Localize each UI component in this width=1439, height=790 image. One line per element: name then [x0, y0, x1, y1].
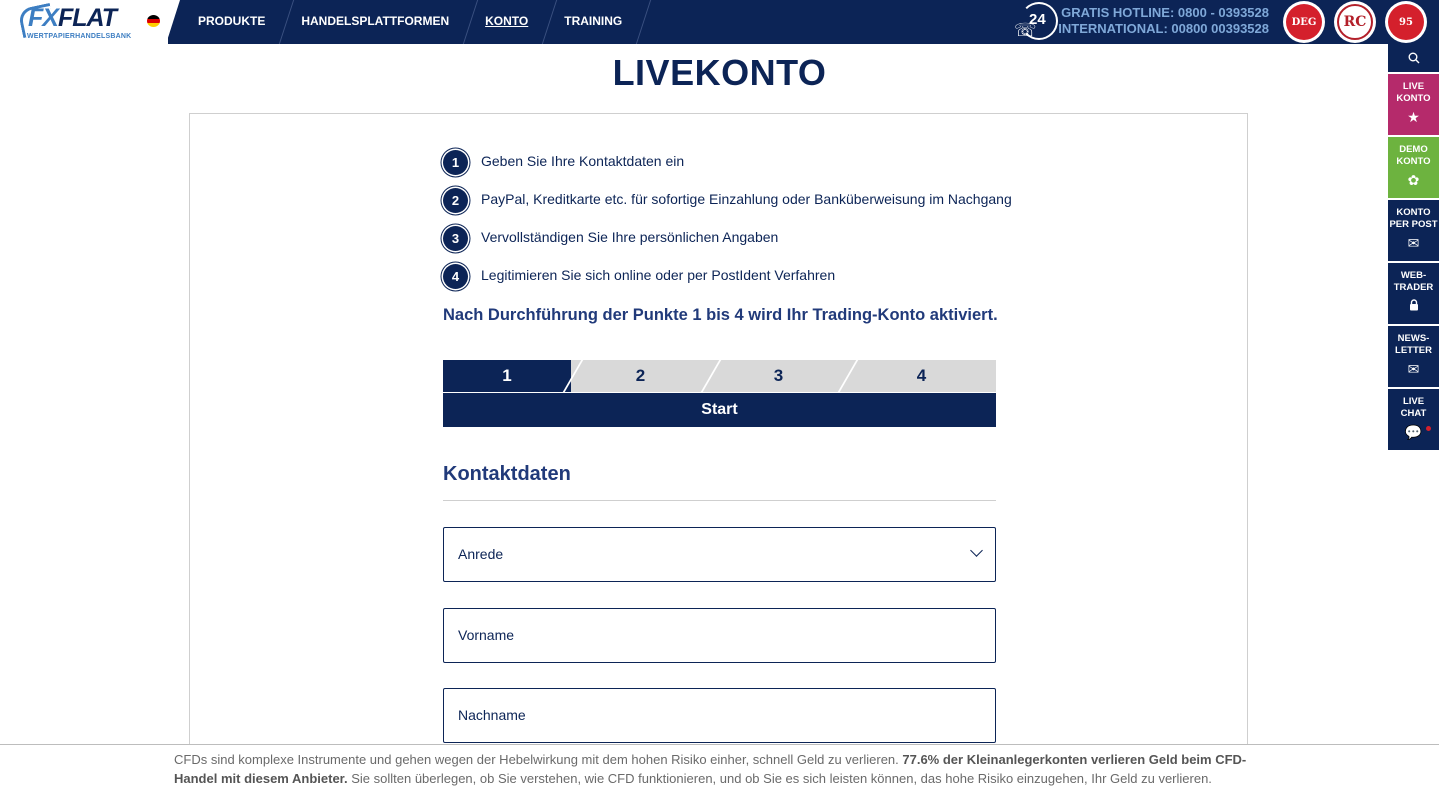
hotline-domestic: GRATIS HOTLINE: 0800 - 0393528 [1061, 5, 1269, 20]
rc-logo-mark: RC [1337, 4, 1373, 40]
sidebar-demo-konto[interactable] [1388, 137, 1439, 198]
logo-slant [166, 0, 180, 44]
step-number: 1 [443, 150, 468, 175]
logo-wordmark: FXFLAT [28, 4, 116, 32]
list-item [443, 150, 1003, 188]
progress-step-3[interactable]: 3 [710, 360, 847, 392]
vorname-input[interactable] [443, 608, 996, 663]
section-divider [443, 500, 996, 501]
risk-warning-bar [0, 744, 1439, 790]
start-button[interactable]: Start [443, 393, 996, 427]
logo-subtitle: WERTPAPIERHANDELSBANK [27, 33, 132, 40]
step-number: 2 [443, 188, 468, 213]
risk-warning-highlight: 77.6% der Kleinanlegerkonten verlieren Geld beim CFD-Handel mit diesem Anbieter. [174, 752, 1247, 786]
star-icon: ★ [1407, 109, 1420, 125]
mail-icon: ✉ [1407, 235, 1420, 251]
sidebar-newsletter[interactable] [1388, 326, 1439, 387]
clover-icon: ✿ [1407, 172, 1420, 188]
steps-list [443, 150, 1012, 302]
deg-logo-mark: DEG [1286, 4, 1322, 40]
progress-step-4[interactable]: 4 [847, 360, 996, 392]
chat-status-dot [1426, 426, 1431, 431]
fxflat-logo[interactable] [20, 4, 132, 42]
list-item [443, 188, 1012, 226]
fortuna-logo-mark: 95 [1388, 4, 1424, 40]
step-text: PayPal, Kreditkarte etc. für sofortige Einzahlung oder Banküberweisung im Nachgang [481, 191, 1012, 207]
hotline-international: INTERNATIONAL: 00800 00393528 [1058, 21, 1269, 36]
list-item [443, 264, 1003, 302]
vorname-placeholder: Vorname [458, 627, 515, 643]
anrede-placeholder: Anrede [458, 546, 504, 562]
sidebar-live-chat[interactable] [1388, 389, 1439, 450]
nachname-input[interactable] [443, 688, 996, 743]
hotline-24-number: 24 [1029, 11, 1046, 28]
sidebar-label: DEMO KONTO [1396, 144, 1431, 167]
sidebar-label: WEB- TRADER [1393, 270, 1434, 293]
chat-icon: 💬 [1404, 424, 1423, 440]
main-nav [182, 0, 642, 44]
section-title-kontaktdaten: Kontaktdaten [443, 463, 571, 485]
nav-konto[interactable]: KONTO [469, 0, 548, 44]
nav-produkte[interactable]: PRODUKTE [182, 0, 285, 44]
sidebar-webtrader[interactable] [1388, 263, 1439, 324]
progress-step-2[interactable]: 2 [571, 360, 710, 392]
phone-icon: ☏ [1014, 20, 1037, 40]
germany-flag-icon[interactable] [147, 15, 160, 27]
envelope-icon: ✉ [1407, 361, 1420, 377]
rc-sponsor-logo[interactable] [1334, 1, 1376, 43]
list-item [443, 226, 1003, 264]
sidebar-konto-per-post[interactable] [1388, 200, 1439, 261]
step-text: Vervollständigen Sie Ihre persönlichen Angaben [481, 229, 779, 245]
right-sidebar [1388, 44, 1439, 452]
activation-note: Nach Durchführung der Punkte 1 bis 4 wird Ihr Trading-Konto aktiviert. [443, 306, 998, 324]
sidebar-label: KONTO PER POST [1389, 207, 1438, 230]
hotline-text[interactable] [1058, 5, 1269, 37]
lock-icon [1409, 298, 1419, 314]
step-text: Legitimieren Sie sich online oder per PostIdent Verfahren [481, 267, 836, 283]
anrede-select[interactable] [443, 527, 996, 582]
sidebar-label: LIVE CHAT [1400, 396, 1427, 419]
top-navigation-bar [0, 0, 1439, 44]
step-progress-bar [443, 360, 996, 392]
chevron-down-icon [970, 544, 983, 557]
step-text: Geben Sie Ihre Kontaktdaten ein [481, 153, 685, 169]
nav-training[interactable]: TRAINING [548, 0, 642, 44]
step-number: 3 [443, 226, 468, 251]
fortuna-sponsor-logo[interactable] [1385, 1, 1427, 43]
sidebar-label: NEWS- LETTER [1395, 333, 1432, 356]
page-title: LIVEKONTO [612, 52, 827, 93]
risk-warning-text: CFDs sind komplexe Instrumente und gehen wegen der Hebelwirkung mit dem hohen Risiko einher, schnell Geld zu verlieren. 77.6% der Kleinanlegerkonten verlieren Geld beim CFD-Handel mit diesem Anbieter. Sie sollten überlegen, ob Sie verstehen, wie CFD funktionieren, und ob Sie es sich leisten können, das hohe Risiko einzugehen, Ihr Geld zu verlieren. [174, 752, 1247, 786]
nachname-placeholder: Nachname [458, 707, 526, 723]
progress-step-1[interactable]: 1 [443, 360, 571, 392]
deg-sponsor-logo[interactable] [1283, 1, 1325, 43]
step-number: 4 [443, 264, 468, 289]
nav-handelsplattformen[interactable]: HANDELSPLATTFORMEN [285, 0, 469, 44]
hotline-24-icon [1014, 2, 1056, 42]
sidebar-label: LIVE KONTO [1396, 81, 1431, 104]
